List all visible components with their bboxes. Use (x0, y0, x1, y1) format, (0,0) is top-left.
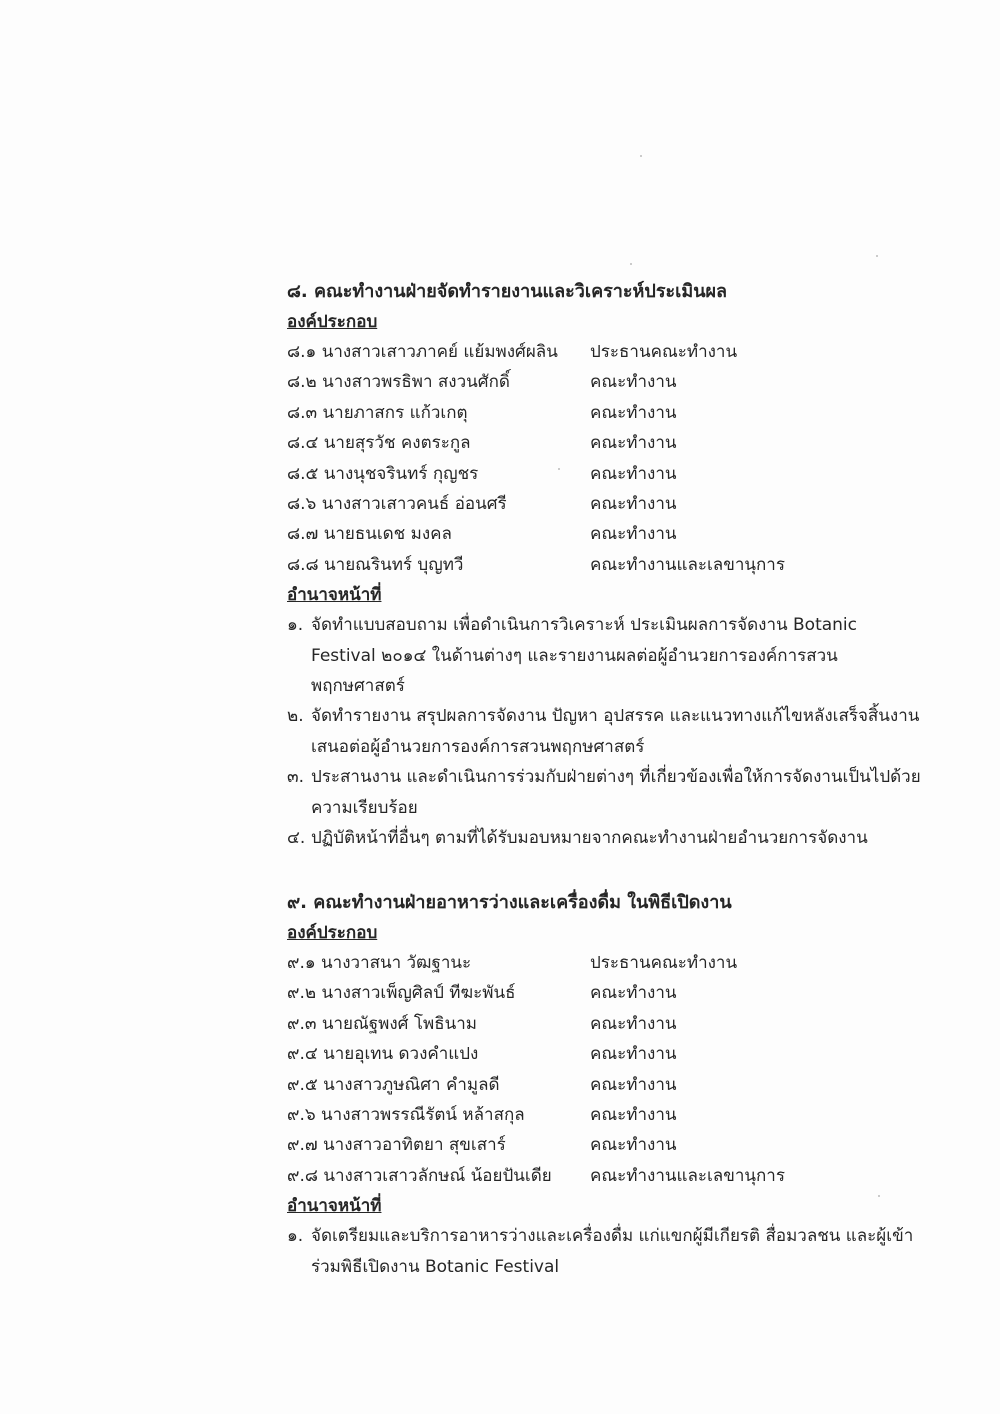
member-name: ๙.๒ นางสาวเพ็ญศิลป์ ทีฆะพันธ์ (287, 983, 516, 1004)
member-role: คณะทำงาน (590, 372, 677, 393)
member-row (287, 1039, 927, 1069)
duty-item (287, 823, 927, 853)
section-8-heading: ๘. คณะทำงานฝ่ายจัดทำรายงานและวิเคราะห์ประเมินผล (287, 281, 728, 302)
member-name: ๙.๕ นางสาวภูษณิศา คำมูลดี (287, 1074, 500, 1095)
member-name: ๙.๑ นางวาสนา วัฒฐานะ (287, 953, 472, 973)
member-role: คณะทำงาน (590, 433, 677, 454)
member-row (287, 367, 927, 397)
section-9-duties-label: อำนาจหน้าที่ (287, 1196, 382, 1217)
duty-text: จัดทำรายงาน สรุปผลการจัดงาน ปัญหา อุปสรรค และแนวทางแก้ไขหลังเสร็จสิ้นงาน เสนอต่อผู้อำนวยการองค์การสวนพฤกษศาสตร์ (311, 706, 920, 757)
member-role: คณะทำงาน (590, 1013, 677, 1034)
member-row (287, 519, 927, 549)
member-name: ๘.๓ นายภาสกร แก้วเกตุ (287, 402, 468, 423)
member-row (287, 1009, 927, 1039)
member-name: ๙.๔ นายอุเทน ดวงคำแปง (287, 1044, 479, 1065)
member-role: ประธานคณะทำงาน (590, 953, 738, 973)
member-row (287, 948, 927, 978)
member-name: ๘.๘ นายณรินทร์ บุญทวี (287, 554, 464, 575)
duty-item (287, 762, 927, 823)
duty-text: จัดทำแบบสอบถาม เพื่อดำเนินการวิเคราะห์ ประเมินผลการจัดงาน Botanic Festival ๒๐๑๔ ในด้านต่างๆ และรายงานผลต่อผู้อำนวยการองค์การสวนพฤกษศาสตร์ (311, 615, 858, 696)
section-8 (287, 277, 927, 853)
member-name: ๘.๕ นางนุชจรินทร์ กุญชร (287, 463, 479, 484)
duty-number: ๑. (287, 615, 304, 636)
member-role: คณะทำงาน (590, 1044, 677, 1065)
member-name: ๙.๘ นางสาวเสาวลักษณ์ น้อยปันเดีย (287, 1165, 552, 1186)
duty-number: ๑. (287, 1226, 304, 1247)
section-9-heading: ๙. คณะทำงานฝ่ายอาหารว่างและเครื่องดื่ม ในพิธีเปิดงาน (287, 892, 732, 913)
member-row (287, 1070, 927, 1100)
member-row (287, 459, 927, 489)
member-row (287, 489, 927, 519)
member-role: คณะทำงาน (590, 463, 677, 484)
member-role: คณะทำงาน (590, 524, 677, 545)
duty-number: ๓. (287, 767, 305, 788)
member-role: คณะทำงาน (590, 983, 677, 1004)
duty-text: ปฏิบัติหน้าที่อื่นๆ ตามที่ได้รับมอบหมายจากคณะทำงานฝ่ายอำนวยการจัดงาน (311, 827, 868, 848)
section-9-composition-label: องค์ประกอบ (287, 923, 378, 943)
member-row (287, 978, 927, 1008)
duty-item (287, 701, 927, 762)
member-role: คณะทำงาน (590, 1074, 677, 1095)
scan-speck (558, 468, 560, 470)
duty-item (287, 610, 927, 701)
member-role: ประธานคณะทำงาน (590, 342, 738, 362)
section-8-composition-label: องค์ประกอบ (287, 312, 378, 332)
member-role: คณะทำงาน (590, 1104, 677, 1125)
member-row (287, 1161, 927, 1191)
member-row (287, 428, 927, 458)
member-name: ๘.๗ นายธนเดช มงคล (287, 524, 452, 545)
member-name: ๘.๑ นางสาวเสาวภาคย์ แย้มพงศ์ผลิน (287, 342, 558, 362)
duty-number: ๒. (287, 706, 304, 727)
member-row (287, 337, 927, 367)
member-role: คณะทำงานและเลขานุการ (590, 1165, 785, 1186)
duty-number: ๔. (287, 827, 306, 848)
member-row (287, 1100, 927, 1130)
member-name: ๙.๓ นายณัฐพงศ์ โพธินาม (287, 1013, 477, 1034)
member-row (287, 398, 927, 428)
scan-speck (640, 155, 642, 157)
member-role: คณะทำงาน (590, 402, 677, 423)
member-role: คณะทำงานและเลขานุการ (590, 554, 785, 575)
member-name: ๙.๖ นางสาวพรรณีรัตน์ หล้าสกุล (287, 1104, 525, 1125)
duty-item (287, 1221, 927, 1282)
duty-text: ประสานงาน และดำเนินการร่วมกับฝ่ายต่างๆ ที่เกี่ยวข้องเพื่อให้การจัดงานเป็นไปด้วยความเรียบร้อย (311, 767, 921, 818)
member-name: ๘.๔ นายสุรวัช คงตระกูล (287, 433, 471, 454)
scan-speck (878, 1195, 880, 1197)
duty-text: จัดเตรียมและบริการอาหารว่างและเครื่องดื่ม แก่แขกผู้มีเกียรติ สื่อมวลชน และผู้เข้าร่วมพิธีเปิดงาน Botanic Festival (311, 1226, 914, 1277)
scan-speck (876, 255, 878, 257)
section-9 (287, 888, 927, 1282)
member-name: ๙.๗ นางสาวอาทิตยา สุขเสาร์ (287, 1135, 506, 1156)
scan-speck (630, 263, 632, 265)
member-row (287, 550, 927, 580)
member-name: ๘.๖ นางสาวเสาวคนธ์ อ่อนศรี (287, 493, 507, 514)
section-8-duties-label: อำนาจหน้าที่ (287, 585, 382, 606)
member-role: คณะทำงาน (590, 493, 677, 514)
member-name: ๘.๒ นางสาวพรธิพา สงวนศักดิ์ (287, 372, 510, 393)
member-role: คณะทำงาน (590, 1135, 677, 1156)
member-row (287, 1130, 927, 1160)
